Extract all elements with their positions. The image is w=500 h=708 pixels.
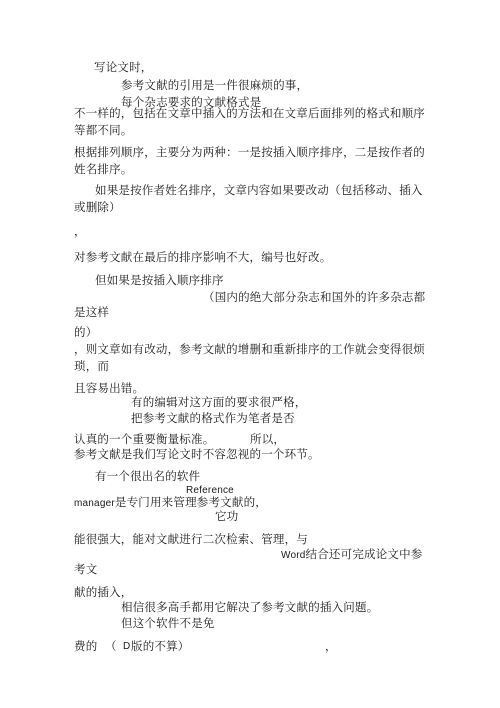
text-line: 的）	[74, 325, 98, 339]
text-line: 把参考文献的格式作为笔者是否	[131, 411, 295, 425]
text-line: 参考文献的引用是一件很麻烦的事，	[121, 78, 309, 92]
text-line: ，	[74, 224, 86, 238]
latin-word: Word	[281, 550, 306, 561]
text-line: （国内的绝大部分杂志和国外的许多杂志都	[203, 290, 426, 304]
text-line: 姓名排序。	[74, 162, 133, 176]
text-line	[281, 547, 423, 563]
text-line: （	[105, 639, 117, 653]
text-line: 对参考文献在最后的排序影响不大，编号也好改。	[74, 250, 332, 264]
text-fragment: 是专门用来管理参考文献的，	[114, 495, 267, 509]
text-line: 每个杂志要求的文献格式是	[121, 95, 262, 109]
text-line: 等都不同。	[74, 123, 133, 137]
text-line: 且容易出错。	[74, 381, 145, 395]
text-fragment: 结合还可完成论文中参	[305, 547, 423, 561]
text-line: 或删除）	[74, 200, 121, 214]
text-line: 它功	[215, 509, 239, 523]
text-line: Reference	[186, 485, 234, 496]
text-line: 能很强大，能对文献进行二次检索、管理，与	[74, 532, 308, 546]
text-line: ，则文章如有改动，参考文献的增删和重新排序的工作就会变得很烦	[74, 342, 425, 356]
text-line: 版的不算）	[131, 639, 190, 653]
text-line: 但这个软件不是免	[121, 616, 215, 630]
text-line: D	[123, 641, 131, 652]
text-line: 琐，而	[74, 359, 110, 373]
text-line: 费的	[74, 639, 98, 653]
text-line: 相信很多高手都用它解决了参考文献的插入问题。	[121, 600, 379, 614]
text-line: 考文	[74, 562, 98, 576]
text-line: 不一样的，包括在文章中插入的方法和在文章后面排列的格式和顺序	[74, 106, 425, 120]
text-line: 是这样	[74, 305, 110, 319]
text-line: 有的编辑对这方面的要求很严格，	[131, 395, 307, 409]
text-line: 但如果是按插入顺序排序	[95, 273, 224, 287]
text-line: 所以，	[250, 432, 286, 446]
latin-word: manager	[74, 498, 115, 509]
text-line: ，	[325, 639, 337, 653]
text-line: 如果是按作者姓名排序，文章内容如果要改动（包括移动、插入	[95, 183, 423, 197]
text-line: 写论文时，	[94, 60, 153, 74]
text-line: 有一个很出名的软件	[95, 469, 201, 483]
text-line: 根据排列顺序，主要分为两种：一是按插入顺序排序，二是按作者的	[74, 145, 425, 159]
text-line: 参考文献是我们写论文时不容忽视的一个环节。	[74, 447, 320, 461]
text-line: 献的插入，	[74, 585, 133, 599]
text-line: 认真的一个重要衡量标准。	[74, 432, 215, 446]
